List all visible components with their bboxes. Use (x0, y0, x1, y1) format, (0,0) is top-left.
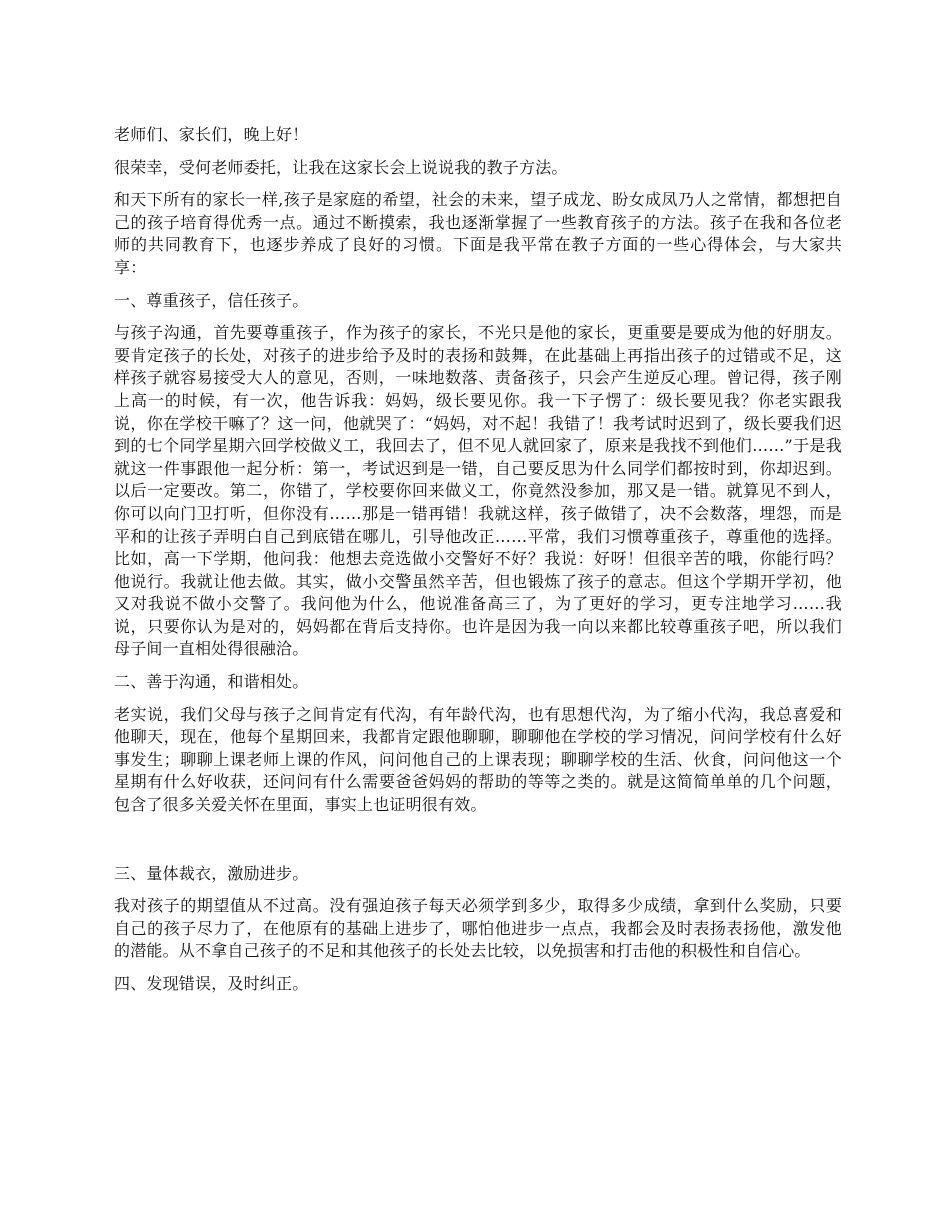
section-body-3: 我对孩子的期望值从不过高。没有强迫孩子每天必须学到多少，取得多少成绩，拿到什么奖励，只要自己的孩子尽力了，在他原有的基础上进步了，哪怕他进步一点点，我都会及时表扬表扬他，激发他的潜能。从不拿自己孩子的不足和其他孩子的长处去比较，以免损害和打击他的积极性和自信心。 (114, 896, 842, 961)
section-body-1: 与孩子沟通，首先要尊重孩子，作为孩子的家长，不光只是他的家长，更重要是要成为他的好朋友。要肯定孩子的长处，对孩子的进步给予及时的表扬和鼓舞，在此基础上再指出孩子的过错或不足，这样孩子就容易接受大人的意见，否则，一味地数落、责备孩子，只会产生逆反心理。曾记得，孩子刚上高一的时候，有一次，他告诉我：妈妈，级长要见你。我一下子愣了：级长要见我？你老实跟我说，你在学校干嘛了？这一问，他就哭了：“妈妈，对不起！我错了！我考试时迟到了，级长要我们迟到的七个同学星期六回学校做义工，我回去了，但不见人就回家了，原来是我找不到他们……”于是我就这一件事跟他一起分析：第一，考试迟到是一错，自己要反思为什么同学们都按时到，你却迟到。以后一定要改。第二，你错了，学校要你回来做义工，你竟然没参加，那又是一错。就算见不到人，你可以向门卫打听，但你没有……那是一错再错！我就这样，孩子做错了，决不会数落，埋怨，而是平和的让孩子弄明白自己到底错在哪儿，引导他改正……平常，我们习惯尊重孩子，尊重他的选择。比如，高一下学期，他问我：他想去竞选做小交警好不好？我说：好呀！但很辛苦的哦，你能行吗？他说行。我就让他去做。其实，做小交警虽然辛苦，但也锻炼了孩子的意志。但这个学期开学初，他又对我说不做小交警了。我问他为什么，他说准备高三了，为了更好的学习，更专注地学习……我说，只要你认为是对的，妈妈都在背后支持你。也许是因为我一向以来都比较尊重孩子吧，所以我们母子间一直相处得很融洽。 (114, 323, 842, 659)
opening-paragraph: 和天下所有的家长一样,孩子是家庭的希望，社会的未来，望子成龙、盼女成凤乃人之常情，都想把自己的孩子培育得优秀一点。通过不断摸索，我也逐渐掌握了一些教育孩子的方法。孩子在我和各位老师的共同教育下，也逐步养成了良好的习惯。下面是我平常在教子方面的一些心得体会，与大家共享： (114, 190, 842, 277)
section-heading-3: 三、量体裁衣，激励进步。 (114, 863, 309, 883)
blank-gap (114, 827, 842, 863)
section-body-2: 老实说，我们父母与孩子之间肯定有代沟，有年龄代沟，也有思想代沟，为了缩小代沟，我总喜爱和他聊天，现在，他每个星期回来，我都肯定跟他聊聊，聊聊他在学校的学习情况，问问学校有什么好事发生；聊聊上课老师上课的作风，问问他自己的上课表现；聊聊学校的生活、伙食，问问他这一个星期有什么好收获，还问问有什么需要爸爸妈妈的帮助的等等之类的。就是这简简单单的几个问题，包含了很多关爱关怀在里面，事实上也证明很有效。 (114, 704, 842, 815)
section-heading-2: 二、善于沟通，和谐相处。 (114, 672, 309, 692)
intro-paragraph: 很荣幸，受何老师委托，让我在这家长会上说说我的教子方法。 (114, 157, 568, 177)
section-heading-1: 一、尊重孩子，信任孩子。 (114, 290, 309, 310)
document-page (114, 124, 842, 1006)
greeting-paragraph: 老师们、家长们，晚上好！ (114, 125, 309, 144)
section-heading-4: 四、发现错误，及时纠正。 (114, 974, 309, 993)
